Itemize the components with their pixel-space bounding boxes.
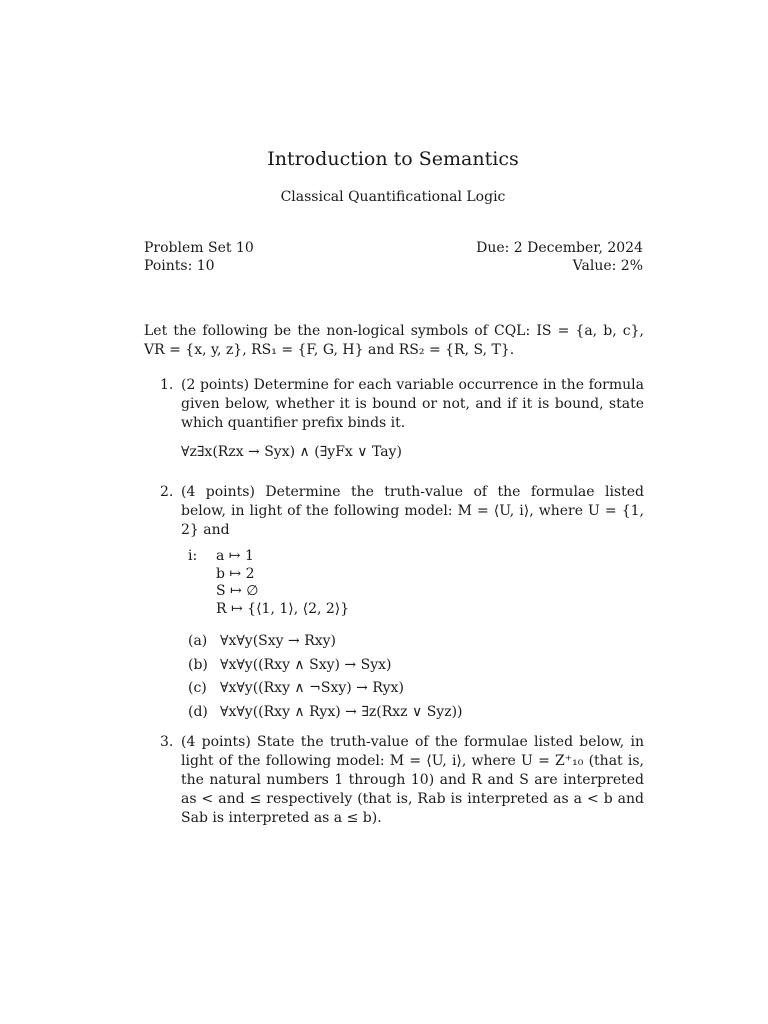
problem-text: (2 points) Determine for each variable occurrence in the formula given below, whether it is bound or not, and if it is bound, state which quantifier prefix binds it. [181, 377, 644, 431]
model-mapping: b ↦ 2 [216, 565, 255, 582]
subitem-formula: ∀x∀y(Sxy → Rxy) [220, 633, 336, 649]
due-date-label: Due: 2 December, 2024 [476, 240, 643, 256]
problem-formula: ∀z∃x(Rzx → Syx) ∧ (∃yFx ∨ Tay) [181, 444, 402, 460]
problem-1 [144, 376, 644, 462]
intro-paragraph: Let the following be the non-logical symbols of CQL: IS = {a, b, c}, VR = {x, y, z}, RS₁ = {F, G, H} and RS₂ = {R, S, T}. [144, 323, 644, 358]
problem-number: 1. [160, 377, 174, 393]
problem-text: (4 points) State the truth-value of the formulae listed below, in light of the following model: M = ⟨U, i⟩, where U = Z⁺₁₀ (that is, the natural numbers 1 through 10) and R and S are interpreted as < and ≤ respectively (that is, Rab is interpreted as a < b and Sab is interpreted as a ≤ b). [181, 734, 644, 826]
header-left [144, 239, 254, 275]
document-subtitle: Classical Quantificational Logic [280, 189, 506, 205]
subitem-label: (a) [188, 633, 208, 649]
model-row [188, 548, 644, 566]
list-item [188, 630, 644, 654]
problem-3 [144, 733, 644, 828]
subitem-list [188, 630, 644, 724]
value-label: Value: 2% [572, 258, 643, 274]
problem-set-label: Problem Set 10 [144, 240, 254, 256]
subitem-formula: ∀x∀y((Rxy ∧ Ryx) → ∃z(Rxz ∨ Syz)) [220, 703, 463, 720]
header-right [476, 239, 643, 275]
model-row [188, 583, 644, 601]
problem-2 [144, 483, 644, 724]
model-mapping: R ↦ {⟨1, 1⟩, ⟨2, 2⟩} [216, 600, 350, 617]
model-interpretation [188, 548, 644, 618]
subitem-formula: ∀x∀y((Rxy ∧ ¬Sxy) → Ryx) [220, 680, 404, 696]
document-title: Introduction to Semantics [267, 148, 519, 170]
model-mapping: a ↦ 1 [216, 548, 254, 564]
list-item [188, 677, 644, 701]
points-label: Points: 10 [144, 258, 215, 274]
subitem-label: (c) [188, 680, 207, 696]
subitem-label: (d) [188, 703, 208, 720]
problem-number: 3. [160, 734, 174, 750]
subitem-label: (b) [188, 656, 208, 673]
model-row [188, 566, 644, 584]
model-mapping: S ↦ ∅ [216, 583, 259, 599]
problem-number: 2. [160, 484, 174, 500]
model-row [188, 601, 644, 619]
subitem-formula: ∀x∀y((Rxy ∧ Sxy) → Syx) [220, 656, 392, 673]
list-item [188, 701, 644, 725]
list-item [188, 654, 644, 678]
model-label: i: [188, 548, 198, 564]
problem-text: (4 points) Determine the truth-value of the formulae listed below, in light of the following model: M = ⟨U, i⟩, where U = {1, 2} and [181, 484, 644, 538]
